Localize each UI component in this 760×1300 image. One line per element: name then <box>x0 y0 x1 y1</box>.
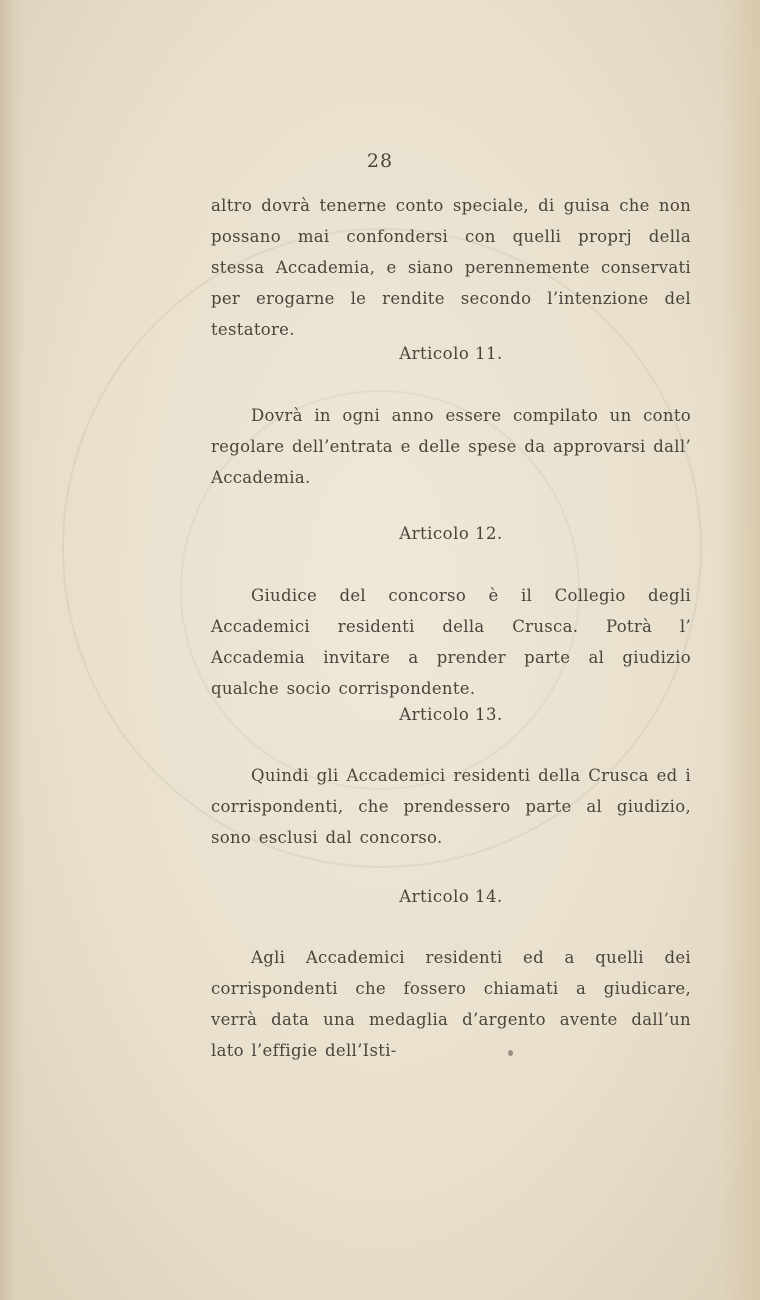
article-12-text: Giudice del concorso è il Collegio degli Accademici residenti della Crusca. Potrà l’ Accademia invitare a prender parte al giudizio qualche socio corrispondente. <box>211 586 691 698</box>
article-heading-14: Articolo 14. <box>399 887 503 906</box>
article-heading-11: Articolo 11. <box>399 344 503 363</box>
article-heading-13: Articolo 13. <box>399 705 503 724</box>
article-11-text: Dovrà in ogni anno essere compilato un conto regolare dell’entrata e delle spese da approvarsi dall’ Accademia. <box>211 406 691 487</box>
page-number: 28 <box>366 150 394 172</box>
page-outer-edge <box>720 0 760 1300</box>
page-binding-edge <box>0 0 26 1300</box>
ink-spot <box>508 1050 513 1056</box>
article-heading-12: Articolo 12. <box>399 524 503 543</box>
article-13-text: Quindi gli Accademici residenti della Crusca ed i corrispondenti, che prendessero parte al giudizio, sono esclusi dal concorso. <box>211 766 691 847</box>
article-14-text: Agli Accademici residenti ed a quelli dei corrispondenti che fossero chiamati a giudicare, verrà data una medaglia d’argento avente dall’un lato l’effigie dell’Isti- <box>211 948 691 1060</box>
paragraph-continuation: altro dovrà tenerne conto speciale, di guisa che non possano mai confondersi con quelli proprj della stessa Accademia, e siano perennemente conservati per erogarne le rendite secondo l’intenzione del testatore. <box>211 196 691 339</box>
